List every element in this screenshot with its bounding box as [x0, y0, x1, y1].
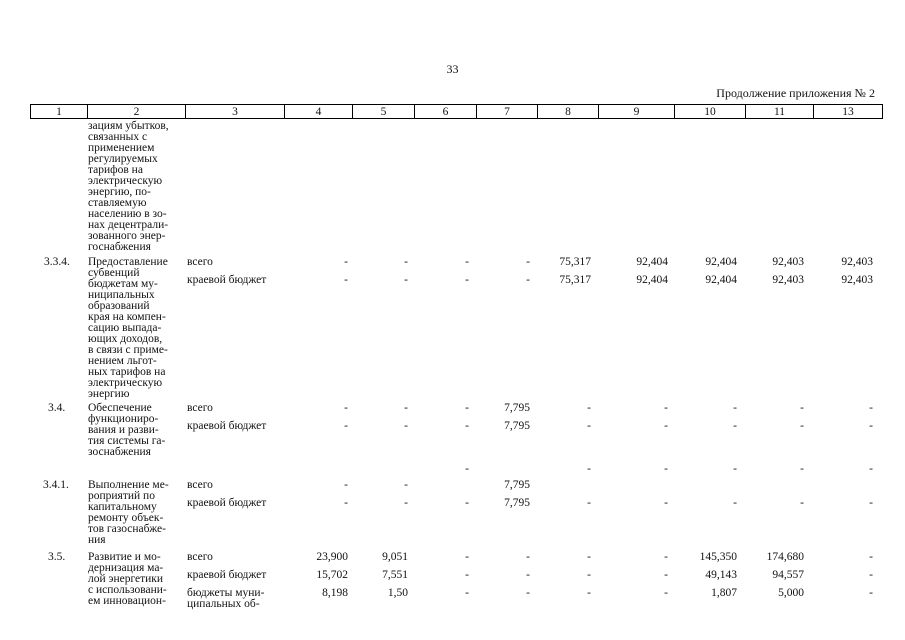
value-cell: - — [869, 402, 873, 414]
source-label: краевой бюджет — [187, 569, 267, 581]
value-cell: - — [800, 420, 804, 432]
row-text: Выполнение ме- роприятий по капитальному ремонту объек- тов газоснабже- ния — [88, 479, 169, 546]
row-text: Предоставление субвенций бюджетам му- ниципальных образований края на компен- сацию выпада- ющих доходов, в связи с приме- нением льгот- ных тарифов на электрическую энергию — [88, 256, 168, 400]
value-cell: - — [344, 479, 348, 491]
continuation-label: Продолжение приложения № 2 — [716, 86, 875, 100]
value-cell: - — [869, 569, 873, 581]
value-cell: - — [800, 463, 804, 475]
value-cell: - — [869, 463, 873, 475]
row-code: 3.3.4. — [44, 256, 70, 268]
value-cell: 7,551 — [382, 569, 408, 581]
value-cell: - — [587, 569, 591, 581]
value-cell: - — [664, 463, 668, 475]
value-cell: - — [465, 569, 469, 581]
col-1: 1 — [31, 105, 88, 119]
value-cell: 92,403 — [772, 256, 804, 268]
value-cell: 94,557 — [772, 569, 804, 581]
value-cell: 75,317 — [559, 274, 591, 286]
value-cell: - — [404, 497, 408, 509]
row-text: Обеспечение функциониро- вания и разви- тия системы га- зоснабжения — [88, 402, 166, 458]
col-6: 6 — [415, 105, 477, 119]
value-cell: - — [733, 463, 737, 475]
source-label: бюджеты муни- ципальных об- — [187, 587, 265, 610]
page-number: 33 — [446, 62, 459, 76]
value-cell: - — [587, 587, 591, 599]
value-cell: - — [664, 497, 668, 509]
value-cell: - — [465, 402, 469, 414]
value-cell: 92,403 — [841, 274, 873, 286]
value-cell: - — [800, 497, 804, 509]
col-2: 2 — [88, 105, 186, 119]
value-cell: - — [664, 587, 668, 599]
value-cell: - — [664, 420, 668, 432]
value-cell: 5,000 — [778, 587, 804, 599]
value-cell: 7,795 — [504, 497, 530, 509]
value-cell: - — [465, 274, 469, 286]
value-cell: - — [465, 463, 469, 475]
source-label: краевой бюджет — [187, 497, 267, 509]
value-cell: 92,404 — [705, 256, 737, 268]
value-cell: - — [733, 402, 737, 414]
value-cell: - — [526, 587, 530, 599]
value-cell: - — [344, 256, 348, 268]
value-cell: - — [404, 420, 408, 432]
value-cell: - — [404, 256, 408, 268]
value-cell: 92,404 — [705, 274, 737, 286]
value-cell: - — [344, 420, 348, 432]
value-cell: - — [587, 497, 591, 509]
value-cell: 7,795 — [504, 402, 530, 414]
col-3: 3 — [186, 105, 285, 119]
value-cell: 145,350 — [699, 551, 737, 563]
value-cell: - — [587, 402, 591, 414]
value-cell: - — [800, 402, 804, 414]
value-cell: - — [587, 463, 591, 475]
value-cell: 1,50 — [387, 587, 408, 599]
source-label: всего — [187, 402, 213, 414]
value-cell: - — [465, 587, 469, 599]
value-cell: - — [526, 274, 530, 286]
value-cell: 49,143 — [705, 569, 737, 581]
value-cell: - — [664, 569, 668, 581]
value-cell: - — [526, 569, 530, 581]
value-cell: 92,404 — [636, 274, 668, 286]
value-cell: 174,680 — [766, 551, 804, 563]
value-cell: - — [733, 420, 737, 432]
col-10: 10 — [675, 105, 746, 119]
value-cell: - — [664, 402, 668, 414]
value-cell: 15,702 — [316, 569, 348, 581]
col-11: 11 — [746, 105, 814, 119]
value-cell: - — [526, 256, 530, 268]
value-cell: - — [344, 402, 348, 414]
col-7: 7 — [477, 105, 538, 119]
value-cell: 75,317 — [559, 256, 591, 268]
row-text: зациям убытков, связанных с применением регулируемых тарифов на электрическую энергию, по- ставляемую населению в зо- нах децентрали- зованного энер- госнабжения — [88, 120, 169, 253]
value-cell: 7,795 — [504, 420, 530, 432]
source-label: всего — [187, 551, 213, 563]
col-13: 13 — [814, 105, 883, 119]
value-cell: 92,404 — [636, 256, 668, 268]
value-cell: - — [404, 402, 408, 414]
value-cell: 9,051 — [382, 551, 408, 563]
row-code: 3.4. — [48, 402, 66, 414]
value-cell: - — [869, 497, 873, 509]
source-label: всего — [187, 479, 213, 491]
value-cell: - — [526, 551, 530, 563]
value-cell: - — [465, 420, 469, 432]
value-cell: 1,807 — [711, 587, 737, 599]
source-label: всего — [187, 256, 213, 268]
value-cell: 8,198 — [322, 587, 348, 599]
value-cell: - — [465, 551, 469, 563]
col-5: 5 — [353, 105, 415, 119]
value-cell: - — [587, 551, 591, 563]
value-cell: - — [664, 551, 668, 563]
source-label: краевой бюджет — [187, 274, 267, 286]
value-cell: - — [404, 274, 408, 286]
value-cell: - — [465, 256, 469, 268]
value-cell: - — [869, 587, 873, 599]
value-cell: - — [869, 551, 873, 563]
row-code: 3.4.1. — [43, 479, 69, 491]
column-header-row — [30, 104, 883, 119]
value-cell: 23,900 — [316, 551, 348, 563]
value-cell: 7,795 — [504, 479, 530, 491]
row-text: Развитие и мо- дернизация ма- лой энергетики с использовани- ем инновацион- — [88, 551, 167, 607]
value-cell: - — [344, 274, 348, 286]
value-cell: - — [733, 497, 737, 509]
value-cell: - — [465, 497, 469, 509]
value-cell: - — [344, 497, 348, 509]
value-cell: 92,403 — [841, 256, 873, 268]
value-cell: - — [869, 420, 873, 432]
col-4: 4 — [285, 105, 353, 119]
col-9: 9 — [599, 105, 675, 119]
col-8: 8 — [538, 105, 599, 119]
row-code: 3.5. — [48, 551, 66, 563]
value-cell: - — [587, 420, 591, 432]
value-cell: 92,403 — [772, 274, 804, 286]
source-label: краевой бюджет — [187, 420, 267, 432]
value-cell: - — [404, 479, 408, 491]
